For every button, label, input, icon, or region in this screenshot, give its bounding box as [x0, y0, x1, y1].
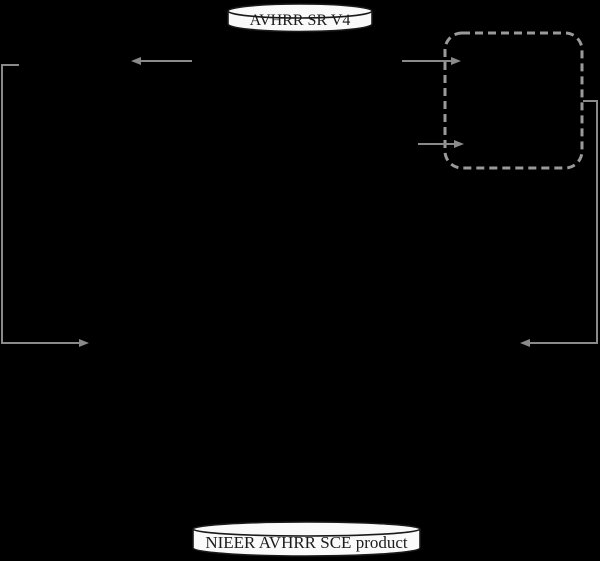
node-avhrr-sr-v4: [227, 3, 373, 33]
node-label-nieer-sce-product: NIEER AVHRR SCE product: [205, 533, 408, 552]
elbow-right-side: [520, 101, 597, 347]
dashed-group-box: [445, 33, 582, 168]
node-nieer-sce-product: [192, 521, 421, 558]
arrow-into-dashed-box-upper: [402, 57, 461, 65]
arrow-top-left: [131, 57, 192, 65]
node-label-avhrr-sr-v4: AVHRR SR V4: [249, 12, 351, 29]
arrow-into-dashed-box-lower: [418, 140, 464, 148]
elbow-left-side: [2, 65, 89, 347]
